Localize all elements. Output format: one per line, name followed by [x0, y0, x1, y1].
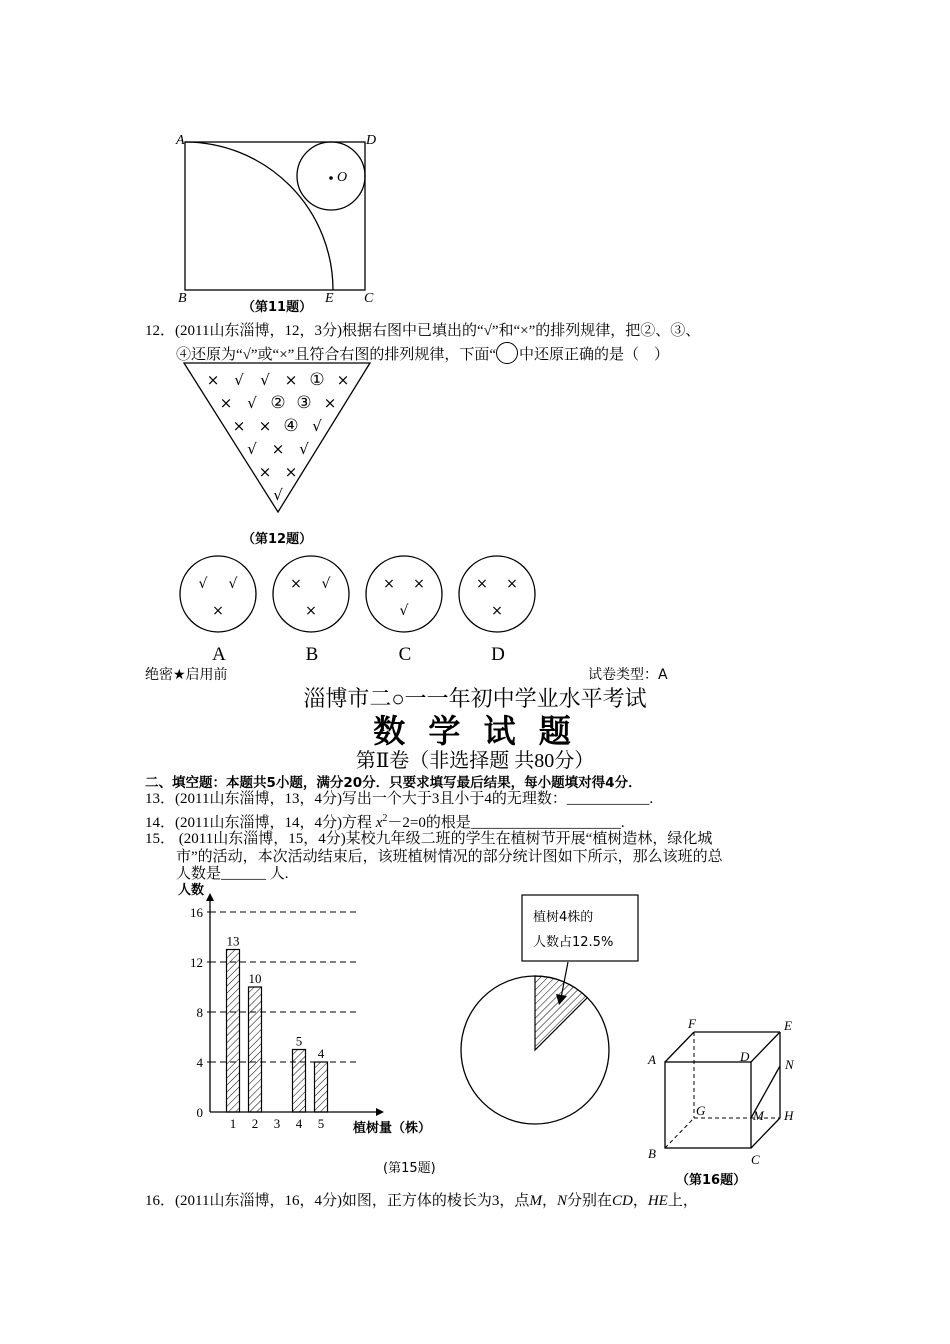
triangle-cell-r4-c0: ×	[258, 463, 272, 481]
triangle-cell-r4-c1: ×	[284, 463, 298, 481]
y-tick-16: 16	[190, 905, 203, 920]
bar-1	[227, 950, 240, 1113]
triangle-cell-r2-c3: √	[312, 417, 322, 435]
y-tick-0: 0	[196, 1105, 203, 1120]
bar-label-4: 5	[295, 1033, 303, 1049]
y-tick-12: 12	[190, 955, 203, 970]
answer-options	[170, 548, 550, 673]
triangle-cell-r1-c1: √	[247, 394, 257, 412]
pie-callout-line1: 植树4株的	[533, 910, 594, 925]
option-A-top-left: √	[198, 576, 208, 592]
cube-label-G: G	[696, 1103, 706, 1118]
label-B: B	[178, 291, 187, 306]
triangle-cell-r1-c3: ③	[296, 393, 312, 413]
fig16-caption: （第16题）	[676, 1173, 747, 1188]
q13: 13．(2011山东淄博，13，4分)写出一个大于3且小于4的无理数：___________.	[145, 791, 654, 807]
triangle-cell-r0-c1: √	[234, 371, 244, 389]
y-tick-8: 8	[196, 1005, 203, 1020]
triangle-cell-r2-c1: ×	[258, 417, 272, 435]
option-label-C: C	[398, 644, 412, 665]
cube-label-N: N	[785, 1057, 794, 1072]
q16-N: N	[556, 1193, 567, 1209]
cube-label-H: H	[784, 1108, 794, 1123]
option-B-top-left: ×	[290, 576, 302, 592]
q16-post: 上，	[667, 1193, 698, 1209]
triangle-cell-r2-c0: ×	[232, 417, 246, 435]
part-title: 第Ⅱ卷（非选择题 共80分）	[355, 750, 595, 772]
q16-HE: HE	[647, 1193, 668, 1209]
subject-title: 数 学 试 题	[373, 712, 577, 750]
option-D-bottom: ×	[491, 603, 503, 619]
x-tick-3: 3	[273, 1116, 281, 1131]
q14-pre: 14．(2011山东淄博，14，4分)方程	[145, 815, 376, 831]
cube-label-B: B	[648, 1146, 656, 1161]
option-D-top-right: ×	[506, 576, 518, 592]
option-B-bottom: ×	[305, 603, 317, 619]
q12-text2a: ④还原为“√”或“×”且符合右图的排列规律，下面“	[176, 347, 496, 363]
label-O: O	[337, 170, 348, 185]
fig15-caption: (第15题)	[383, 1161, 436, 1176]
q12-text2b: 中还原正确的是（ ）	[518, 347, 669, 363]
q16-CD: CD	[611, 1193, 633, 1209]
pie-slices	[461, 976, 609, 1124]
bar-chart	[170, 880, 460, 1180]
triangle-cell-r3-c1: ×	[271, 440, 285, 458]
bar-5	[315, 1062, 328, 1112]
x-tick-1: 1	[229, 1116, 237, 1131]
section2-heading: 二、填空题：本题共5小题，满分20分．只要求填写最后结果，每小题填对得4分．	[145, 775, 642, 791]
q12-line1	[145, 322, 700, 340]
q16	[145, 1192, 698, 1210]
bar-2	[249, 987, 262, 1112]
option-label-B: B	[305, 644, 319, 665]
x-tick-5: 5	[317, 1116, 325, 1131]
cube-label-C: C	[751, 1152, 760, 1167]
x-axis-label: 植树量（株）	[353, 1121, 432, 1136]
triangle-cell-r5-c0: √	[273, 486, 283, 504]
figure-11	[170, 125, 390, 325]
triangle-cell-r1-c4: ×	[323, 394, 337, 412]
option-circle-B	[273, 556, 349, 632]
x-tick-2: 2	[251, 1116, 259, 1131]
q14-var: x	[375, 815, 383, 831]
option-A-top-right: √	[228, 576, 238, 592]
x-tick-4: 4	[295, 1116, 303, 1131]
cube-label-F: F	[688, 1016, 696, 1031]
y-tick-4: 4	[196, 1055, 203, 1070]
option-B-top-right: √	[321, 576, 331, 592]
triangle-cell-r1-c0: ×	[219, 394, 233, 412]
y-axis-label: 人数	[178, 883, 205, 898]
label-E: E	[325, 291, 334, 306]
bar-label-1: 13	[226, 933, 240, 949]
pie-callout-line2: 人数占12.5%	[533, 935, 614, 950]
exam-title: 淄博市二○一一年初中学业水平考试	[303, 686, 647, 711]
secret-label: 绝密★启用前	[145, 667, 228, 683]
q14-sup: 2	[382, 813, 388, 824]
q15-line3: 人数是______ 人.	[176, 866, 289, 882]
q14-post: －2=0的根是____________________.	[387, 815, 625, 831]
option-C-top-right: ×	[413, 576, 425, 592]
option-D-top-left: ×	[476, 576, 488, 592]
label-D: D	[366, 133, 377, 148]
triangle-cell-r0-c2: √	[260, 371, 270, 389]
chart-bars	[227, 934, 328, 1113]
triangle-cell-r3-c2: √	[299, 440, 309, 458]
triangle-cells	[207, 370, 350, 504]
q16-mid: 分别在	[566, 1193, 612, 1209]
circle-symbol	[496, 342, 518, 364]
cube-label-D: D	[740, 1049, 750, 1064]
bar-label-5: 4	[317, 1046, 325, 1061]
q16-comma2: ，	[632, 1193, 648, 1209]
bar-4	[293, 1050, 306, 1113]
option-circle-C	[366, 556, 442, 632]
option-circle-A	[180, 556, 256, 632]
triangle-cell-r0-c3: ×	[284, 371, 298, 389]
paper-type: 试卷类型：A	[588, 667, 668, 683]
triangle-cell-r0-c4: ①	[309, 370, 325, 390]
option-C-top-left: ×	[383, 576, 395, 592]
cube-label-A: A	[648, 1052, 656, 1067]
q12-text1: (2011山东淄博，12，3分)根据右图中已填出的“√”和“×”的排列规律，把②、③、	[175, 323, 701, 339]
label-C: C	[364, 291, 374, 306]
label-A: A	[176, 133, 185, 148]
q12-number: 12．	[145, 323, 176, 339]
bar-label-2: 10	[248, 971, 262, 986]
option-circle-D	[459, 556, 535, 632]
q16-comma1: ，	[541, 1193, 557, 1209]
triangle-cell-r0-c5: ×	[336, 371, 350, 389]
cube-figure	[640, 1012, 810, 1192]
q14	[145, 810, 625, 832]
pie-chart	[455, 893, 655, 1128]
q15-line1: 15． (2011山东淄博，15，4分)某校九年级二班的学生在植树节开展“植树造林，绿化城	[145, 831, 713, 847]
option-label-D: D	[491, 644, 505, 665]
triangle-cell-r0-c0: ×	[206, 371, 220, 389]
triangle-cell-r2-c2: ④	[283, 416, 299, 436]
cube-label-E: E	[784, 1018, 792, 1033]
option-label-A: A	[212, 644, 226, 665]
fig11-caption: （第11题）	[242, 300, 313, 315]
q16-M: M	[529, 1193, 542, 1209]
pie-callout-box	[522, 895, 638, 961]
option-A-bottom: ×	[212, 603, 224, 619]
triangle-cell-r3-c0: √	[247, 440, 257, 458]
q15-line2: 市”的活动，本次活动结束后，该班植树情况的部分统计图如下所示，那么该班的总	[176, 849, 723, 865]
option-C-bottom: √	[399, 603, 409, 619]
fig12-caption: （第12题）	[242, 532, 313, 547]
option-circles	[180, 556, 535, 665]
cube-label-M: M	[753, 1108, 764, 1123]
q16-pre: 16．(2011山东淄博，16，4分)如图，正方体的棱长为3，点	[145, 1193, 530, 1209]
triangle-cell-r1-c2: ②	[270, 393, 286, 413]
figure-12	[180, 360, 380, 520]
